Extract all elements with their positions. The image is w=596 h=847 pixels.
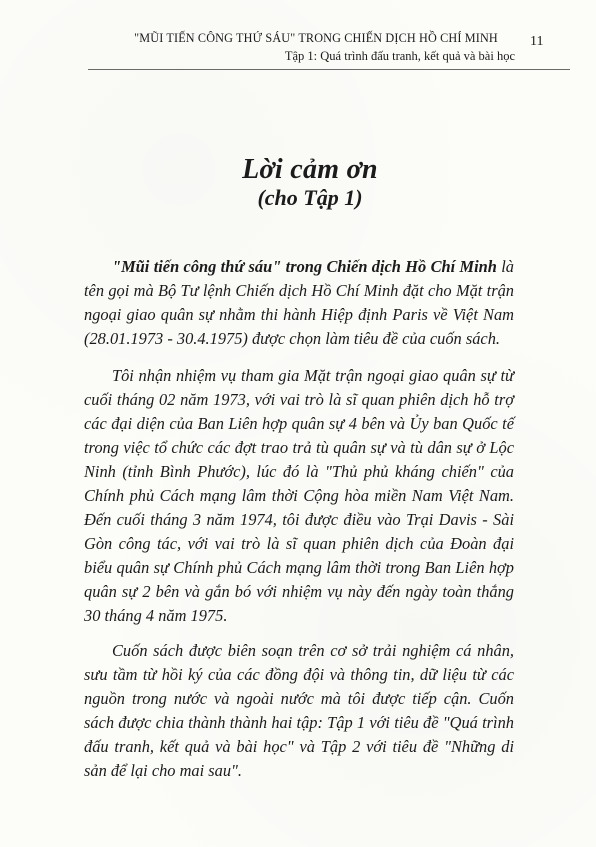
page-title: Lời cảm ơn xyxy=(242,154,378,185)
running-header-subtitle: Tập 1: Quá trình đấu tranh, kết quả và bài học xyxy=(284,49,515,63)
paragraph-3 xyxy=(84,639,514,783)
page-number: 11 xyxy=(530,34,544,49)
page-subtitle: (cho Tập 1) xyxy=(257,185,363,210)
body-content xyxy=(84,255,514,794)
paragraph-1-lead: "Mũi tiến công thứ sáu" trong Chiến dịch Hồ Chí Minh xyxy=(112,257,497,276)
paragraph-2 xyxy=(84,364,514,628)
running-header-title: "MŨI TIẾN CÔNG THỨ SÁU" TRONG CHIẾN DỊCH HỒ CHÍ MINH xyxy=(134,31,498,45)
paragraph-2-text: Tôi nhận nhiệm vụ tham gia Mặt trận ngoại giao quân sự từ cuối tháng 02 năm 1973, với vai trò là sĩ quan phiên dịch hỗ trợ các đại diện của Ban Liên hợp quân sự 4 bên và Ủy ban Quốc tế trong việc tổ chức các đợt trao trả tù quân sự và tù dân sự ở Lộc Ninh (tỉnh Bình Phước), lúc đó là "Thủ phủ kháng chiến" của Chính phủ Cách mạng lâm thời Cộng hòa miền Nam Việt Nam. Đến cuối tháng 3 năm 1974, tôi được điều vào Trại Davis - Sài Gòn công tác, với vai trò là sĩ quan phiên dịch của Đoàn đại biểu quân sự Chính phủ Cách mạng lâm thời trong Ban Liên hợp quân sự 2 bên và gắn bó với nhiệm vụ này đến ngày toàn thắng 30 tháng 4 năm 1975. xyxy=(84,366,514,625)
paragraph-1-text: là tên gọi mà Bộ Tư lệnh Chiến dịch Hồ Chí Minh đặt cho Mặt trận ngoại giao quân sự nhằm thi hành Hiệp định Paris về Việt Nam (28.01.1973 - 30.4.1975) được chọn làm tiêu đề của cuốn sách. xyxy=(84,257,514,348)
running-header xyxy=(0,0,596,70)
paragraph-3-text: Cuốn sách được biên soạn trên cơ sở trải nghiệm cá nhân, sưu tầm từ hồi ký của các đồng đội và thông tin, dữ liệu từ các nguồn trong nước và ngoài nước mà tôi được tiếp cận. Cuốn sách được chia thành thành hai tập: Tập 1 với tiêu đề "Quá trình đấu tranh, kết quả và bài học" và Tập 2 với tiêu đề "Những di sản để lại cho mai sau". xyxy=(84,641,514,780)
header-rule xyxy=(88,69,570,70)
paragraph-1 xyxy=(84,255,514,351)
